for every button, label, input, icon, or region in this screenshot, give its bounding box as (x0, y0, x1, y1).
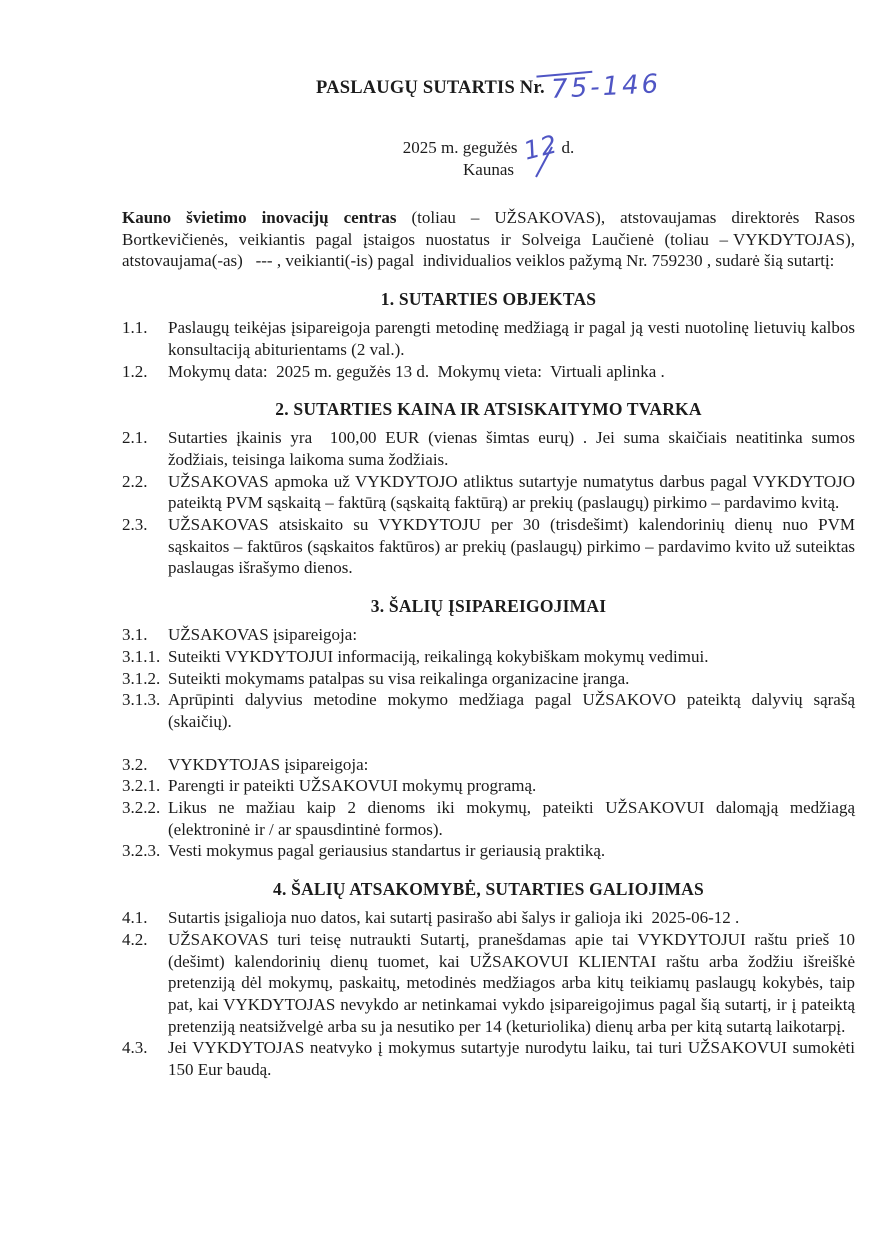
clause-text: Likus ne mažiau kaip 2 dienoms iki mokymų, pateikti UŽSAKOVUI dalomąją medžiagą (elektroninė ir / ar spausdintinė formos). (168, 798, 860, 839)
clause-number: 1.2. (122, 361, 148, 381)
clause-number: 3.1.2. (122, 668, 161, 688)
clause-number: 4.1. (122, 908, 148, 928)
clause (122, 797, 860, 840)
clause-text: UŽSAKOVAS atsiskaito su VYKDYTOJU per 30 (trisdešimt) kalendorinių dienų nuo PVM sąskaitos – faktūros (sąskaitos faktūros) ar prekių (paslaugų) pirkimo – pardavimo kvito už suteiktas paslaugas išrašymo dienos. (168, 515, 860, 578)
clause-number: 3.1.3. (122, 690, 161, 710)
section-heading: 2. SUTARTIES KAINA IR ATSISKAITYMO TVARKA (275, 399, 702, 420)
buyer-name: Kauno švietimo inovacijų centras (122, 208, 397, 227)
clause-number: 3.2.3. (122, 841, 161, 861)
clause (122, 471, 860, 514)
clause-number: 3.2. (122, 754, 148, 774)
contract-section (122, 399, 860, 579)
clause (122, 929, 860, 1038)
intro-text: (toliau – UŽSAKOVAS), atstovaujamas direktorės Rasos Bortkevičienės, veikiantis pagal įstaigos nuostatus ir Solveiga Laučienė (toliau – VYKDYTOJAS), atstovaujama(-as) --- , veikianti(-is) pagal individualios veiklos pažymą Nr. 759230 , sudarė šią sutartį: (122, 208, 860, 271)
clause-text: Sutartis įsigalioja nuo datos, kai sutartį pasirašo abi šalys ir galioja iki 2025-06-12 . (168, 908, 740, 928)
clause (122, 317, 860, 360)
clause-number: 3.1.1. (122, 646, 161, 666)
clause-number: 2.2. (122, 471, 148, 491)
clause-number: 4.2. (122, 929, 148, 949)
clause-number: 3.2.1. (122, 776, 161, 796)
clause (122, 840, 855, 862)
section-heading: 3. ŠALIŲ ĮSIPAREIGOJIMAI (370, 596, 607, 617)
clause-text: Parengti ir pateikti UŽSAKOVUI mokymų programą. (168, 776, 537, 796)
city-line (122, 159, 855, 181)
intro-paragraph (122, 207, 860, 272)
clause (122, 646, 855, 668)
clause-text: Suteikti VYKDYTOJUI informaciją, reikalingą kokybiškam mokymų vedimui. (168, 646, 709, 666)
clause-text: Mokymų data: 2025 m. gegužės 13 d. Mokymų vieta: Virtuali aplinka . (168, 361, 665, 381)
clause (122, 907, 855, 929)
handwritten-day: 12 (520, 129, 561, 166)
date-line (122, 129, 855, 166)
date-prefix: 2025 m. gegužės (402, 138, 518, 157)
city-label: Kaunas (463, 160, 514, 179)
clause-number: 1.1. (122, 318, 148, 338)
handwritten-contract-number: 75-146 (550, 69, 662, 105)
clause (122, 514, 860, 579)
clause (122, 754, 855, 776)
clause-number: 2.1. (122, 428, 148, 448)
section-heading: 1. SUTARTIES OBJEKTAS (380, 289, 597, 310)
clause-number: 2.3. (122, 515, 148, 535)
clause-text: Vesti mokymus pagal geriausius standartus ir geriausią praktiką. (168, 841, 606, 861)
contract-section (122, 879, 860, 1081)
clause-text: VYKDYTOJAS įsipareigoja: (168, 754, 369, 774)
clause-number: 3.2.2. (122, 798, 161, 818)
clause-text: UŽSAKOVAS įsipareigoja: (168, 625, 358, 645)
clause-text: UŽSAKOVAS turi teisę nutraukti Sutartį, pranešdamas apie tai VYKDYTOJUI raštu prieš 10 (dešimt) kalendorinių dienų tuomet, kai UŽSAKOVUI KLIENTAI raštu arba žodžiu išreiškė pretenziją dėl mokymų, paskaitų, metodinės medžiagos arba kitų teikiamų paslaugų kokybės, taip pat, kai VYKDYTOJAS nevykdo ar netinkamai vykdo įsipareigojimus pagal šią sutartį, ir į pateiktą pretenziją neatsižvelgė arba su ja nesutiko per 14 (keturiolika) dienų arba per kitą sutartą laikotarpį. (168, 929, 860, 1036)
clause-text: Paslaugų teikėjas įsipareigoja parengti metodinę medžiagą ir pagal ją vesti nuotolinę lietuvių kalbos konsultaciją abiturientams (2 val.). (168, 318, 860, 359)
clause (122, 689, 860, 732)
section-heading: 4. ŠALIŲ ATSAKOMYBĖ, SUTARTIES GALIOJIMAS (273, 879, 704, 900)
clause (122, 624, 855, 646)
clause-text: Sutarties įkainis yra 100,00 EUR (vienas šimtas eurų) . Jei suma skaičiais neatitinka sumos žodžiais, teisinga laikoma suma žodžiais. (168, 428, 860, 469)
clause-text: UŽSAKOVAS apmoka už VYKDYTOJO atliktus sutartyje numatytus darbus pagal VYKDYTOJO pateiktą PVM sąskaitą – faktūrą (sąskaitą faktūrą) ar prekių (paslaugų) pirkimo – pardavimo kvitą. (168, 471, 860, 513)
sections (122, 289, 860, 1081)
date-suffix: d. (561, 138, 575, 157)
document-title-line (122, 69, 855, 105)
clause (122, 427, 860, 470)
clause (122, 775, 855, 797)
clause-number: 4.3. (122, 1038, 148, 1058)
clause (122, 1037, 860, 1080)
clause-text: Jei VYKDYTOJAS neatvyko į mokymus sutartyje nurodytu laiku, tai turi UŽSAKOVUI sumokėti 150 Eur baudą. (168, 1038, 860, 1080)
document-title: PASLAUGŲ SUTARTIS Nr. (316, 78, 545, 98)
contract-section (122, 596, 860, 862)
clause (122, 361, 855, 383)
clause (122, 668, 855, 690)
clause-text: Suteikti mokymams patalpas su visa reikalinga organizacine įranga. (168, 668, 630, 688)
contract-section (122, 289, 860, 382)
clause-number: 3.1. (122, 625, 148, 645)
clause-text: Aprūpinti dalyvius metodine mokymo medžiaga pagal UŽSAKOVO pateiktą dalyvių sąrašą (skaičių). (168, 690, 860, 731)
